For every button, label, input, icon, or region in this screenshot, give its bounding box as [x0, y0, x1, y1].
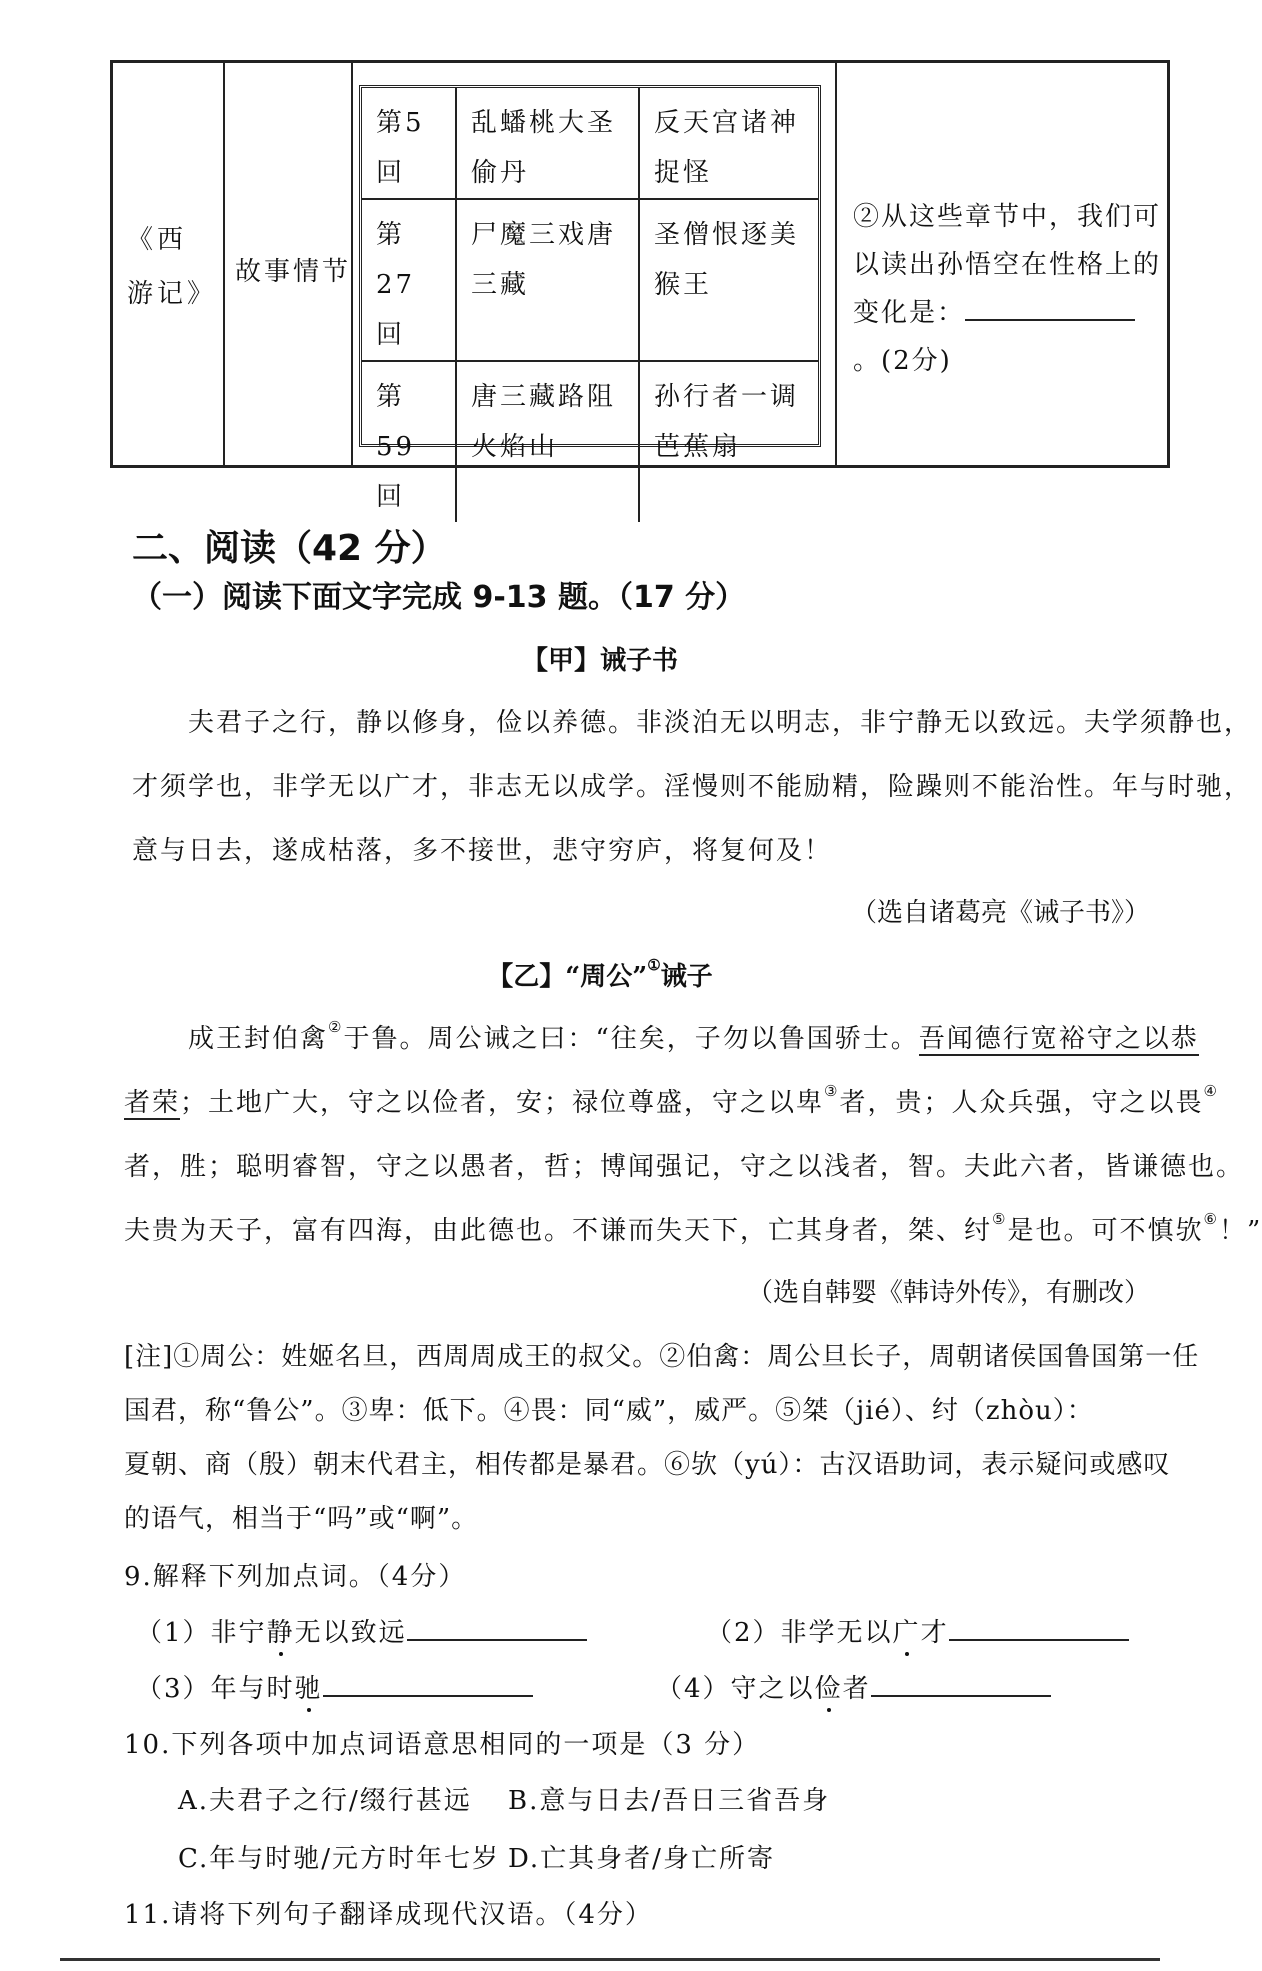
q9-item-2 [706, 1612, 1129, 1649]
question-2-score: 。(2分) [853, 346, 952, 376]
chapter-title-2: 圣僧恨逐美猴王 [640, 200, 818, 362]
passage-line: 意与日去，遂成枯落，多不接世，悲守穷庐，将复何及！ [132, 836, 833, 866]
option-b[interactable]: B.意与日去/吾日三省吾身 [508, 1786, 831, 1816]
text: （1）非宁 [136, 1618, 267, 1648]
text: 成王封伯禽 [188, 1024, 329, 1054]
question-2-cell [837, 63, 1167, 465]
text: 者 [842, 1674, 871, 1704]
q9-item-4 [656, 1668, 1051, 1705]
question-2-text: ②从这些章节中，我们可以读出孙悟空在性格上的变化是： [853, 202, 1162, 328]
q9-item-1 [136, 1612, 587, 1649]
note-line: [注]①周公：姓姬名旦，西周周成王的叔父。②伯禽：周公旦长子，周朝诸侯国鲁国第一任 [124, 1342, 1200, 1372]
dotted-word: 俭 [814, 1674, 843, 1704]
passage-source: （选自诸葛亮《诫子书》） [850, 898, 1150, 928]
chapter-table-cell [353, 63, 837, 512]
q9-item-3 [136, 1668, 533, 1705]
note-marker: ⑥ [1203, 1210, 1219, 1228]
page-bottom-rule [60, 1958, 1160, 1961]
note-line: 的语气，相当于“吗”或“啊”。 [124, 1504, 479, 1534]
note-marker: ④ [1203, 1082, 1219, 1100]
passage-yi-title [0, 956, 1200, 993]
passage-line [188, 1018, 1199, 1055]
section-heading: 二、阅读（42 分） [132, 528, 447, 569]
text: 是也。可不慎欤 [1007, 1216, 1204, 1246]
question-9-stem: 9.解释下列加点词。（4分） [124, 1562, 467, 1592]
option-d[interactable]: D.亡其身者/身亡所寄 [508, 1844, 775, 1874]
note-line: 夏朝、商（殷）朝末代君主，相传都是暴君。⑥欤（yú）：古汉语助词，表示疑问或感叹 [124, 1450, 1171, 1480]
chapter-title-2: 反天宫诸神捉怪 [640, 88, 818, 200]
answer-blank[interactable] [949, 1613, 1129, 1641]
category-label: 故事情节 [225, 63, 353, 465]
dotted-word: 驰 [294, 1674, 323, 1704]
text: 无以致远 [294, 1618, 407, 1648]
answer-blank[interactable] [965, 293, 1135, 321]
question-11-stem: 11.请将下列句子翻译成现代汉语。（4分） [124, 1900, 653, 1930]
title-text: 【乙】“周公” [487, 962, 648, 992]
chapter-number: 第 59 回 [362, 362, 457, 522]
passage-line [124, 1210, 1262, 1247]
passage-jia-title: 【甲】诫子书 [521, 646, 678, 676]
chapter-number: 第5回 [362, 88, 457, 200]
passage-line [124, 1082, 1219, 1119]
title-text: 诫子 [660, 962, 713, 992]
chapter-title-1: 尸魔三戏唐三藏 [457, 200, 640, 362]
book-title: 《西游记》 [113, 63, 225, 465]
passage-line: 才须学也，非学无以广才，非志无以成学。淫慢则不能励精，险躁则不能治性。年与时驰， [132, 772, 1253, 802]
note-marker: ① [647, 956, 661, 974]
text: 者，贵；人众兵强，守之以畏 [839, 1088, 1204, 1118]
dotted-word: 广 [892, 1618, 921, 1648]
option-a[interactable]: A.夫君子之行/缀行甚远 [178, 1786, 472, 1816]
book-table [110, 60, 1170, 512]
note-marker: ⑤ [992, 1210, 1008, 1228]
question-10-stem: 10.下列各项中加点词语意思相同的一项是（3 分） [124, 1730, 761, 1760]
underlined-sentence: 吾闻德行宽裕守之以恭 [918, 1024, 1199, 1054]
subsection-heading: （一）阅读下面文字完成 9-13 题。（17 分） [132, 580, 746, 615]
answer-blank[interactable] [871, 1669, 1051, 1697]
note-marker: ② [328, 1018, 344, 1036]
chapter-title-1: 唐三藏路阻火焰山 [457, 362, 640, 522]
passage-line: 夫君子之行，静以修身，俭以养德。非淡泊无以明志，非宁静无以致远。夫学须静也， [188, 708, 1253, 738]
underlined-sentence: 者荣 [124, 1088, 181, 1118]
chapter-number: 第 27 回 [362, 200, 457, 362]
chapter-table [359, 85, 821, 512]
passage-source: （选自韩婴《韩诗外传》，有删改） [746, 1278, 1150, 1308]
option-c[interactable]: C.年与时驰/元方时年七岁 [178, 1844, 500, 1874]
text: ！” [1218, 1216, 1262, 1246]
dotted-word: 静 [266, 1618, 295, 1648]
text: （4）守之以 [656, 1674, 815, 1704]
text: ；土地广大，守之以俭者，安；禄位尊盛，守之以卑 [180, 1088, 825, 1118]
note-marker: ③ [824, 1082, 840, 1100]
answer-blank[interactable] [407, 1613, 587, 1641]
passage-line: 者，胜；聪明睿智，守之以愚者，哲；博闻强记，守之以浅者，智。夫此六者，皆谦德也。 [124, 1152, 1245, 1182]
text: 才 [920, 1618, 949, 1648]
answer-blank[interactable] [323, 1669, 533, 1697]
text: 于鲁。周公诫之曰：“往矣，子勿以鲁国骄士。 [343, 1024, 919, 1054]
text: （3）年与时 [136, 1674, 295, 1704]
text: 夫贵为天子，富有四海，由此德也。不谦而失天下，亡其身者，桀、纣 [124, 1216, 993, 1246]
chapter-title-1: 乱蟠桃大圣偷丹 [457, 88, 640, 200]
note-line: 国君，称“鲁公”。③卑：低下。④畏：同“威”，威严。⑤桀（jié）、纣（zhòu）： [124, 1396, 1094, 1426]
chapter-title-2: 孙行者一调芭蕉扇 [654, 382, 800, 462]
text: （2）非学无以 [706, 1618, 893, 1648]
